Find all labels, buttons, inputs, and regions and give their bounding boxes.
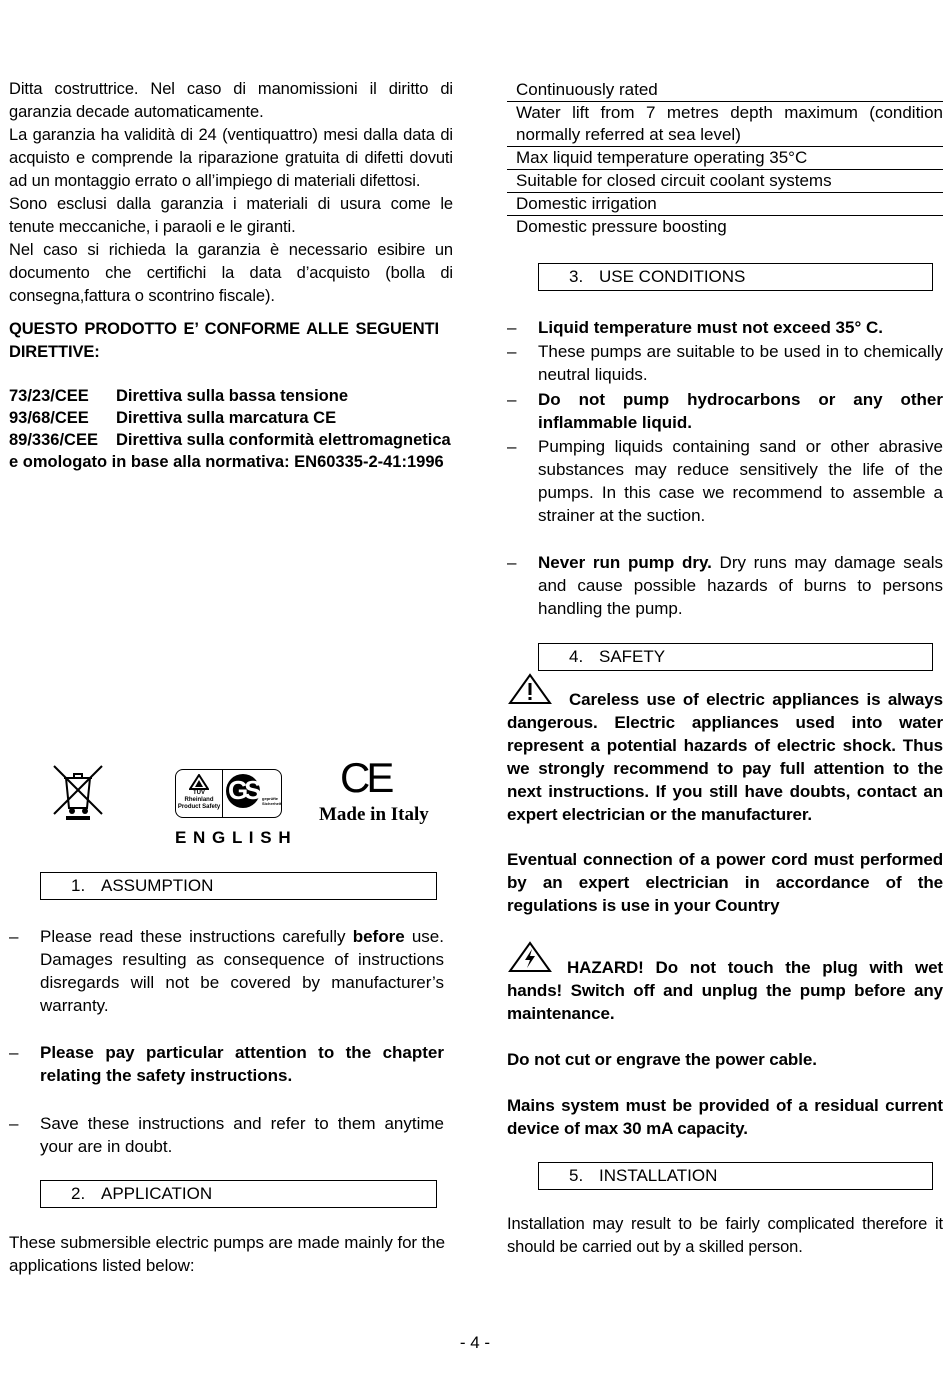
item-bold-text: Never run pump dry. <box>538 553 712 572</box>
weee-bin-icon <box>52 764 104 820</box>
section-header-installation <box>538 1162 933 1190</box>
application-item: Suitable for closed circuit coolant systems <box>507 170 943 193</box>
assumption-item <box>9 1041 444 1087</box>
made-in-italy-label: Made in Italy <box>319 804 429 825</box>
directive-row <box>9 407 336 429</box>
installation-text: Installation may result to be fairly complicated therefore it should be carried out by a skilled person. <box>507 1215 943 1256</box>
directive-desc: Direttiva sulla marcatura CE <box>116 409 337 427</box>
ce-mark-icon: CE <box>340 754 391 801</box>
applications-list <box>507 79 943 238</box>
item-text: Do not pump hydrocarbons or any other inflammable liquid. <box>538 390 943 432</box>
application-item: Domestic pressure boosting <box>516 217 727 236</box>
item-text: Save these instructions and refer to them anytime your are in doubt. <box>40 1114 444 1156</box>
section-number: 5. <box>569 1166 584 1185</box>
use-condition-item <box>507 435 943 527</box>
directive-code: 89/336/CEE <box>9 431 98 449</box>
tuv-triangle-icon <box>189 774 209 790</box>
section-header-assumption <box>40 872 437 900</box>
section-number: 3. <box>569 267 584 286</box>
item-text: Pumping liquids containing sand or other abrasive substances may reduce sensitively the life of the pumps. In this case we recommend to assemble a strainer at the suction. <box>538 437 943 525</box>
item-text: Dry runs may damage seals and cause possible hazards of burns to persons handling the pump. <box>538 553 943 618</box>
directive-desc: Direttiva sulla bassa tensione <box>116 387 349 405</box>
section-header-safety <box>538 643 933 671</box>
tuv-gs-logo <box>175 769 282 818</box>
bullet-dash: – <box>9 1114 19 1133</box>
tuv-line1: Rheinland <box>184 797 214 803</box>
item-text: Please pay particular attention to the chapter relating the safety instructions. <box>40 1043 444 1085</box>
use-condition-item <box>507 340 943 386</box>
assumption-item <box>9 925 444 1017</box>
language-label: E N G L I S H <box>175 828 292 847</box>
item-text: Liquid temperature must not exceed 35° C. <box>538 318 883 337</box>
safety-paragraph: Eventual connection of a power cord must performed by an expert electrician in accordance of the regulations is use in your Country <box>507 850 943 915</box>
use-condition-item <box>507 551 943 620</box>
safety-paragraph: Do not cut or engrave the power cable. <box>507 1050 817 1069</box>
application-item: Domestic irrigation <box>507 193 943 216</box>
use-condition-item <box>507 316 943 339</box>
directive-footer: e omologato in base alla normativa: EN60335-2-41:1996 <box>9 453 444 471</box>
application-intro: These submersible electric pumps are made mainly for the applications listed below: <box>9 1233 445 1275</box>
warranty-paragraph: Sono esclusi dalla garanzia i materiali di usura come le tenute meccaniche, i paraoli e le giranti. <box>9 195 453 236</box>
use-condition-item <box>507 388 943 434</box>
safety-paragraph: Mains system must be provided of a residual current device of max 30 mA capacity. <box>507 1096 943 1138</box>
tuv-text <box>176 790 222 811</box>
bullet-dash: – <box>507 437 517 456</box>
section-title: SAFETY <box>599 647 666 666</box>
section-title: USE CONDITIONS <box>599 267 746 286</box>
page-number: - 4 - <box>459 1333 491 1352</box>
bullet-dash: – <box>507 553 517 572</box>
item-text: use. Damages resulting as consequence of instructions disregards will not be covered by manufacturer’s warranty. <box>40 927 444 1015</box>
warranty-text-block <box>9 78 453 308</box>
bullet-dash: – <box>9 927 19 946</box>
application-item: Max liquid temperature operating 35°C <box>507 147 943 170</box>
directive-desc: Direttiva sulla conformità elettromagnetica <box>116 431 451 449</box>
section-title: ASSUMPTION <box>101 876 214 895</box>
item-text: These pumps are suitable to be used in to chemically neutral liquids. <box>538 342 943 384</box>
section-number: 1. <box>71 876 86 895</box>
assumption-item <box>9 1112 444 1158</box>
warranty-paragraph: Nel caso si richieda la garanzia è necessario esibire un documento che certifichi la data d’acquisto (bolla di consegna,fattura o scontrino fiscale). <box>9 241 453 305</box>
bullet-dash: – <box>507 390 517 409</box>
directive-row <box>9 385 348 407</box>
section-header-application <box>40 1180 437 1208</box>
tuv-logo <box>176 770 223 817</box>
bullet-dash: – <box>9 1043 19 1062</box>
safety-paragraph: Careless use of electric appliances is always dangerous. Electric appliances used into water represent a potential hazards of electric shock. Thus we strongly recommend to pay full attention to the next instructions. If you still have doubts, contact an expert electrician or the manufacturer. <box>507 690 943 824</box>
directives-heading: QUESTO PRODOTTO E’ CONFORME ALLE SEGUENTI DIRETTIVE: <box>9 320 439 361</box>
application-item: Continuously rated <box>507 79 943 102</box>
warranty-paragraph: La garanzia ha validità di 24 (ventiquattro) mesi dalla data di acquisto e comprende la riparazione gratuita di difetti dovuti ad un montaggio errato o all’impiego di materiali difettosi. <box>9 126 453 190</box>
application-item: Water lift from 7 metres depth maximum (condition normally referred at sea level) <box>507 102 943 147</box>
directive-code: 73/23/CEE <box>9 387 89 405</box>
gs-logo <box>224 772 282 814</box>
tuv-name: TÜV <box>193 790 205 796</box>
item-bold-text: before <box>352 927 405 946</box>
gs-letters: GS <box>228 775 258 805</box>
warranty-paragraph: Ditta costruttrice. Nel caso di manomissioni il diritto di garanzia decade automaticamente. <box>9 80 453 121</box>
section-number: 4. <box>569 647 584 666</box>
directive-code: 93/68/CEE <box>9 409 89 427</box>
safety-paragraph: HAZARD! Do not touch the plug with wet hands! Switch off and unplug the pump before any maintenance. <box>507 958 943 1023</box>
gs-subtitle: geprüfte Sicherheit <box>262 796 282 806</box>
item-text: Please read these instructions carefully <box>40 927 353 946</box>
section-title: APPLICATION <box>101 1184 213 1203</box>
section-number: 2. <box>71 1184 86 1203</box>
directive-row <box>9 429 451 451</box>
section-header-use-conditions <box>538 263 933 291</box>
tuv-line2: Product Safety <box>177 804 221 810</box>
bullet-dash: – <box>507 342 517 361</box>
bullet-dash: – <box>507 318 517 337</box>
section-title: INSTALLATION <box>599 1166 718 1185</box>
